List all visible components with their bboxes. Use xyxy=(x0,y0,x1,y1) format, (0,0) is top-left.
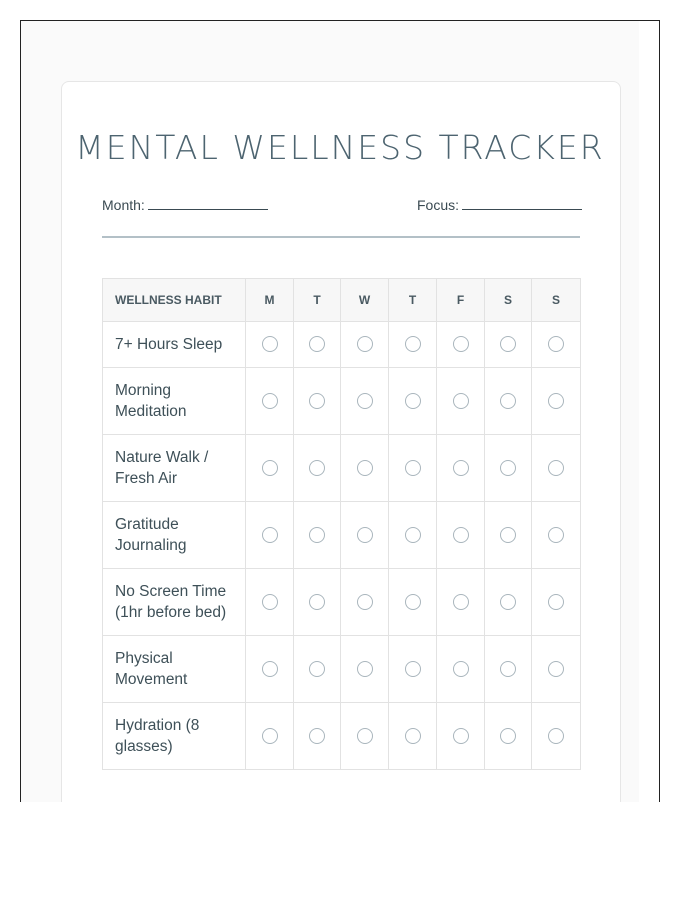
checkbox-circle[interactable] xyxy=(309,336,325,352)
habit-label: Hydration (8 glasses) xyxy=(103,703,246,770)
day-cell-sun xyxy=(532,502,581,569)
checkbox-circle[interactable] xyxy=(357,594,373,610)
day-cell-thu xyxy=(389,636,437,703)
page-title: MENTAL WELLNESS TRACKER xyxy=(75,128,605,167)
day-cell-wed xyxy=(341,322,389,368)
checkbox-circle[interactable] xyxy=(548,336,564,352)
table-header-row xyxy=(103,279,581,322)
day-cell-tue xyxy=(294,368,341,435)
day-header-thu: T xyxy=(389,279,437,322)
month-label: Month: xyxy=(102,197,145,213)
table-row xyxy=(103,636,581,703)
checkbox-circle[interactable] xyxy=(262,460,278,476)
checkbox-circle[interactable] xyxy=(453,661,469,677)
checkbox-circle[interactable] xyxy=(500,336,516,352)
checkbox-circle[interactable] xyxy=(405,728,421,744)
day-cell-sun xyxy=(532,703,581,770)
checkbox-circle[interactable] xyxy=(357,336,373,352)
table-row xyxy=(103,322,581,368)
checkbox-circle[interactable] xyxy=(357,728,373,744)
day-cell-fri xyxy=(437,636,485,703)
checkbox-circle[interactable] xyxy=(500,594,516,610)
day-cell-tue xyxy=(294,703,341,770)
day-cell-thu xyxy=(389,322,437,368)
checkbox-circle[interactable] xyxy=(548,460,564,476)
checkbox-circle[interactable] xyxy=(262,336,278,352)
habit-tracker-table xyxy=(102,278,581,770)
checkbox-circle[interactable] xyxy=(309,594,325,610)
day-cell-mon xyxy=(246,569,294,636)
checkbox-circle[interactable] xyxy=(500,661,516,677)
focus-field[interactable] xyxy=(417,197,582,213)
checkbox-circle[interactable] xyxy=(357,460,373,476)
table-row xyxy=(103,368,581,435)
day-cell-sun xyxy=(532,435,581,502)
header-divider xyxy=(102,236,580,238)
day-cell-sat xyxy=(485,636,532,703)
day-header-mon: M xyxy=(246,279,294,322)
day-cell-fri xyxy=(437,703,485,770)
day-header-sun: S xyxy=(532,279,581,322)
day-cell-wed xyxy=(341,636,389,703)
checkbox-circle[interactable] xyxy=(453,460,469,476)
day-cell-fri xyxy=(437,569,485,636)
day-cell-wed xyxy=(341,569,389,636)
checkbox-circle[interactable] xyxy=(548,728,564,744)
day-cell-tue xyxy=(294,435,341,502)
day-cell-wed xyxy=(341,502,389,569)
checkbox-circle[interactable] xyxy=(500,728,516,744)
day-cell-tue xyxy=(294,569,341,636)
month-blank-line[interactable] xyxy=(148,197,268,210)
checkbox-circle[interactable] xyxy=(548,393,564,409)
checkbox-circle[interactable] xyxy=(357,527,373,543)
checkbox-circle[interactable] xyxy=(548,594,564,610)
checkbox-circle[interactable] xyxy=(453,336,469,352)
habit-label: Nature Walk / Fresh Air xyxy=(103,435,246,502)
checkbox-circle[interactable] xyxy=(309,661,325,677)
day-cell-fri xyxy=(437,368,485,435)
month-field[interactable] xyxy=(102,197,268,213)
focus-label: Focus: xyxy=(417,197,460,213)
checkbox-circle[interactable] xyxy=(405,336,421,352)
checkbox-circle[interactable] xyxy=(500,460,516,476)
day-cell-thu xyxy=(389,368,437,435)
checkbox-circle[interactable] xyxy=(548,661,564,677)
day-cell-mon xyxy=(246,502,294,569)
day-cell-sun xyxy=(532,636,581,703)
checkbox-circle[interactable] xyxy=(405,661,421,677)
checkbox-circle[interactable] xyxy=(405,393,421,409)
habit-label: Gratitude Journaling xyxy=(103,502,246,569)
checkbox-circle[interactable] xyxy=(548,527,564,543)
day-cell-sat xyxy=(485,703,532,770)
checkbox-circle[interactable] xyxy=(309,728,325,744)
day-cell-fri xyxy=(437,502,485,569)
checkbox-circle[interactable] xyxy=(453,393,469,409)
table-row xyxy=(103,435,581,502)
habit-column-header: WELLNESS HABIT xyxy=(103,279,246,322)
habit-label: 7+ Hours Sleep xyxy=(103,322,246,368)
day-cell-sat xyxy=(485,435,532,502)
table-row xyxy=(103,569,581,636)
day-cell-sat xyxy=(485,502,532,569)
checkbox-circle[interactable] xyxy=(453,527,469,543)
day-header-wed: W xyxy=(341,279,389,322)
day-cell-mon xyxy=(246,322,294,368)
table-row xyxy=(103,703,581,770)
checkbox-circle[interactable] xyxy=(405,527,421,543)
day-cell-sun xyxy=(532,569,581,636)
focus-blank-line[interactable] xyxy=(462,197,582,210)
day-cell-mon xyxy=(246,636,294,703)
habit-label: Morning Meditation xyxy=(103,368,246,435)
checkbox-circle[interactable] xyxy=(405,460,421,476)
habit-label: Physical Movement xyxy=(103,636,246,703)
checkbox-circle[interactable] xyxy=(262,728,278,744)
day-cell-sun xyxy=(532,322,581,368)
table-row xyxy=(103,502,581,569)
day-cell-tue xyxy=(294,322,341,368)
day-header-tue: T xyxy=(294,279,341,322)
day-cell-fri xyxy=(437,322,485,368)
checkbox-circle[interactable] xyxy=(309,527,325,543)
checkbox-circle[interactable] xyxy=(262,393,278,409)
day-cell-wed xyxy=(341,435,389,502)
checkbox-circle[interactable] xyxy=(309,460,325,476)
habit-label: No Screen Time (1hr before bed) xyxy=(103,569,246,636)
day-cell-sat xyxy=(485,368,532,435)
day-cell-mon xyxy=(246,435,294,502)
day-cell-mon xyxy=(246,703,294,770)
checkbox-circle[interactable] xyxy=(357,661,373,677)
day-cell-wed xyxy=(341,368,389,435)
checkbox-circle[interactable] xyxy=(357,393,373,409)
day-cell-tue xyxy=(294,502,341,569)
day-cell-mon xyxy=(246,368,294,435)
checkbox-circle[interactable] xyxy=(262,594,278,610)
day-cell-sun xyxy=(532,368,581,435)
day-cell-thu xyxy=(389,569,437,636)
checkbox-circle[interactable] xyxy=(453,728,469,744)
checkbox-circle[interactable] xyxy=(405,594,421,610)
day-cell-sat xyxy=(485,569,532,636)
day-header-sat: S xyxy=(485,279,532,322)
day-cell-thu xyxy=(389,502,437,569)
day-cell-tue xyxy=(294,636,341,703)
checkbox-circle[interactable] xyxy=(500,393,516,409)
checkbox-circle[interactable] xyxy=(309,393,325,409)
day-cell-wed xyxy=(341,703,389,770)
checkbox-circle[interactable] xyxy=(453,594,469,610)
day-cell-sat xyxy=(485,322,532,368)
day-header-fri: F xyxy=(437,279,485,322)
day-cell-thu xyxy=(389,435,437,502)
checkbox-circle[interactable] xyxy=(500,527,516,543)
checkbox-circle[interactable] xyxy=(262,527,278,543)
checkbox-circle[interactable] xyxy=(262,661,278,677)
day-cell-fri xyxy=(437,435,485,502)
day-cell-thu xyxy=(389,703,437,770)
